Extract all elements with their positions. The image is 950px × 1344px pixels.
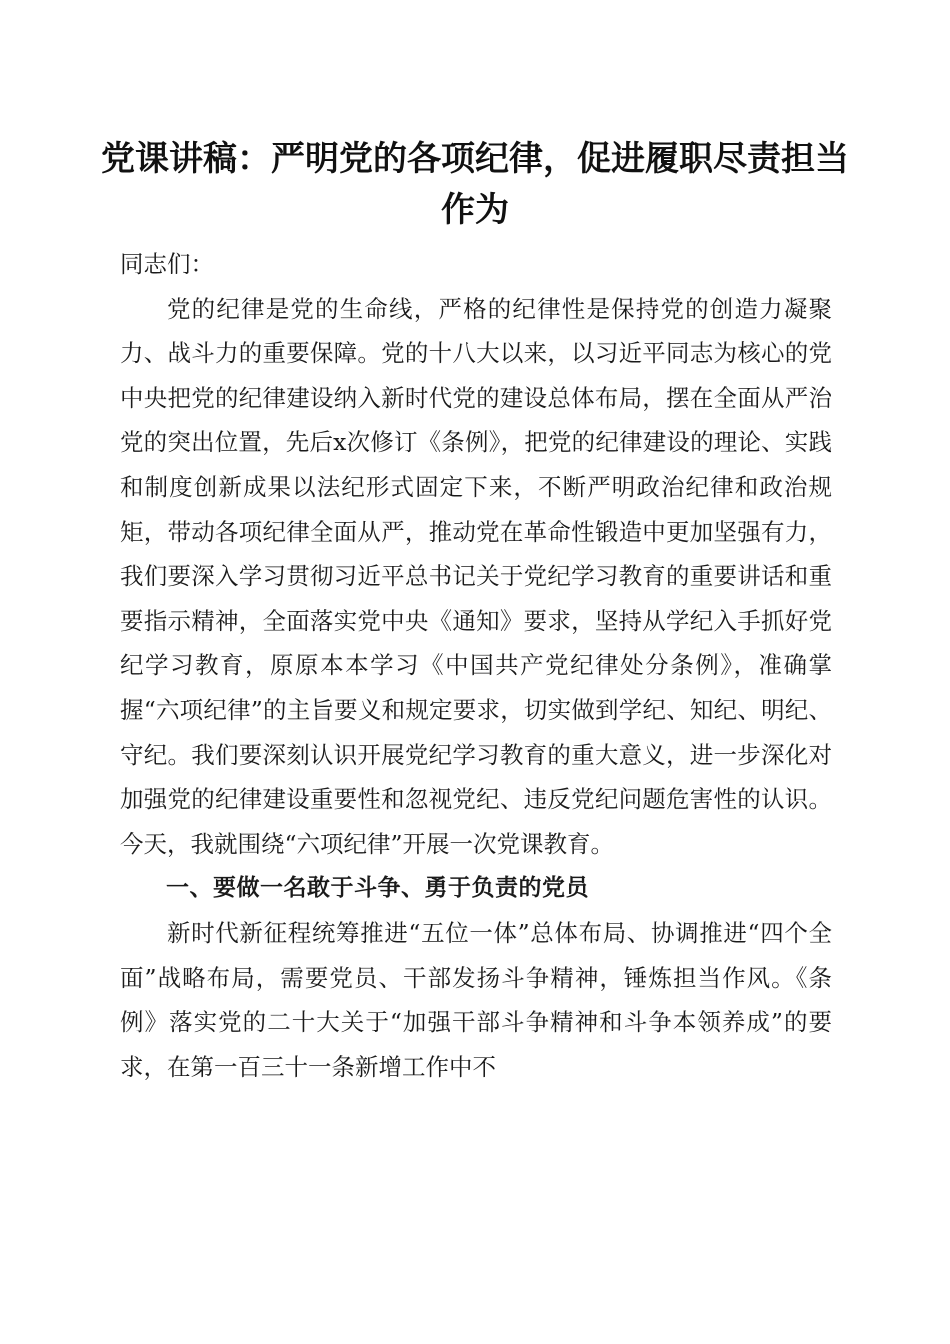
intro-paragraph: 党的纪律是党的生命线，严格的纪律性是保持党的创造力凝聚力、战斗力的重要保障。党的十八大以来，以习近平同志为核心的党中央把党的纪律建设纳入新时代党的建设总体布局，摆在全面从严治党的突出位置，先后x次修订《条例》，把党的纪律建设的理论、实践和制度创新成果以法纪形式固定下来，不断严明政治纪律和政治规矩，带动各项纪律全面从严，推动党在革命性锻造中更加坚强有力，我们要深入学习贯彻习近平总书记关于党纪学习教育的重要讲话和重要指示精神，全面落实党中央《通知》要求，坚持从学纪入手抓好党纪学习教育，原原本本学习《中国共产党纪律处分条例》，准确掌握“六项纪律”的主旨要义和规定要求，切实做到学纪、知纪、明纪、守纪。我们要深刻认识开展党纪学习教育的重大意义，进一步深化对加强党的纪律建设重要性和忽视党纪、违反党纪问题危害性的认识。今天，我就围绕“六项纪律”开展一次党课教育。	[120, 294, 832, 858]
section-heading: 一、要做一名敢于斗争、勇于负责的党员	[166, 875, 589, 902]
section-paragraph: 新时代新征程统筹推进“五位一体”总体布局、协调推进“四个全面”战略布局，需要党员、干部发扬斗争精神，锤炼担当作风。《条例》落实党的二十大关于“加强干部斗争精神和斗争本领养成”的要求，在第一百三十一条新增工作中不	[120, 918, 832, 1081]
document-body	[120, 242, 832, 1089]
document-title: 党课讲稿：严明党的各项纪律，促进履职尽责担当作为	[101, 139, 849, 230]
salutation: 同志们：	[120, 250, 214, 278]
